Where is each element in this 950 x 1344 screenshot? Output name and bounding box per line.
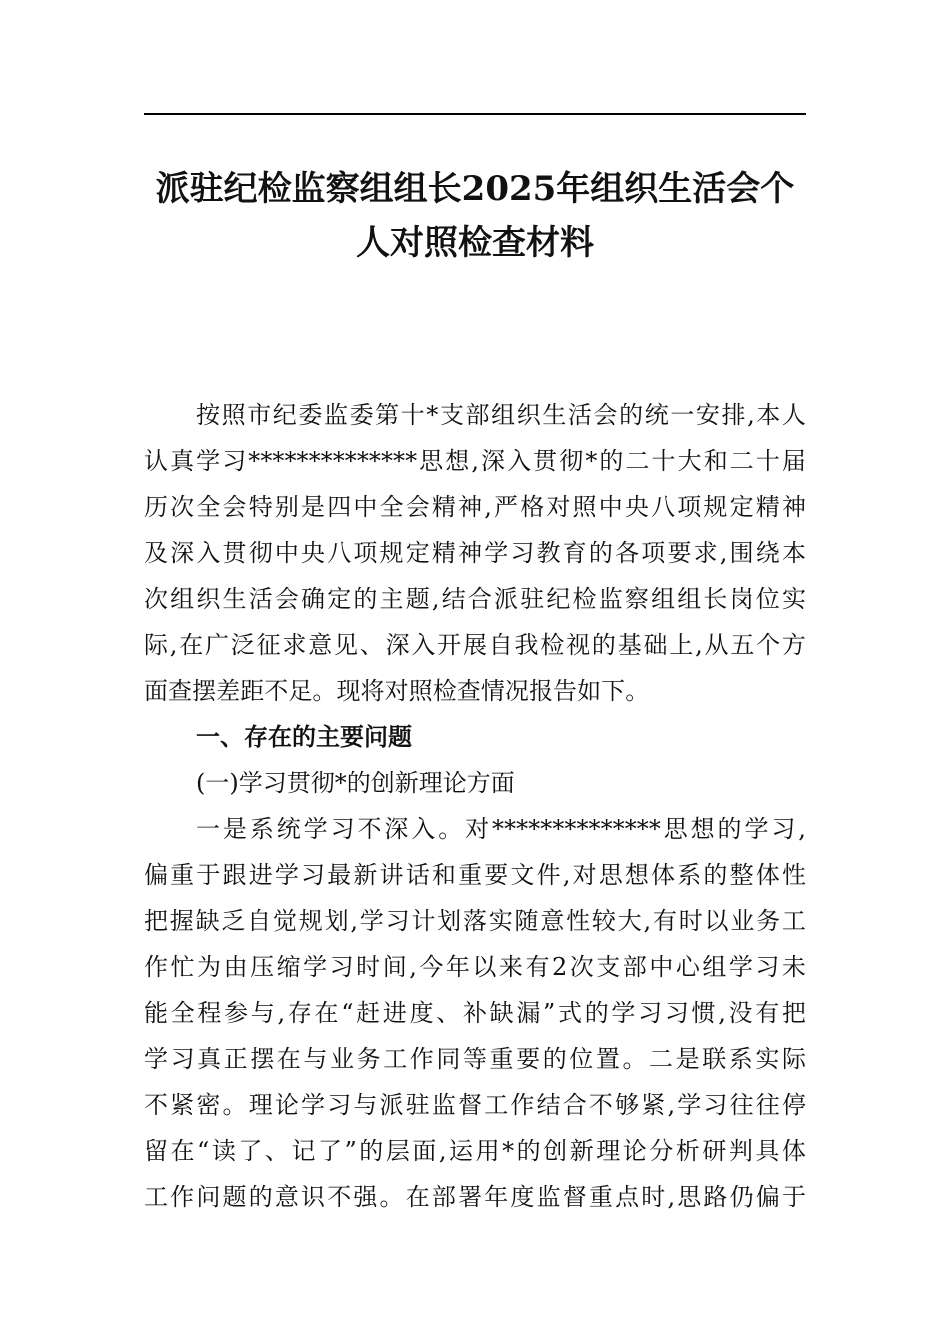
title-line-1: 派驻纪检监察组组长2025年组织生活会个 bbox=[155, 169, 795, 209]
body-line: 作忙为由压缩学习时间,今年以来有2次支部中心组学习未 bbox=[144, 953, 806, 981]
subsection-heading: (一)学习贯彻*的创新理论方面 bbox=[196, 769, 515, 797]
intro-line: 按照市纪委监委第十*支部组织生活会的统一安排,本人 bbox=[196, 401, 806, 429]
body-line: 能全程参与,存在“赶进度、补缺漏”式的学习习惯,没有把 bbox=[144, 999, 806, 1027]
intro-line: 及深入贯彻中央八项规定精神学习教育的各项要求,围绕本 bbox=[144, 539, 806, 567]
intro-line: 次组织生活会确定的主题,结合派驻纪检监察组组长岗位实 bbox=[144, 585, 806, 613]
title-line-2: 人对照检查材料 bbox=[356, 223, 594, 263]
subsection-paragraph bbox=[144, 806, 806, 1220]
intro-line: 历次全会特别是四中全会精神,严格对照中央八项规定精神 bbox=[144, 493, 806, 521]
section-heading: 一、存在的主要问题 bbox=[196, 723, 412, 751]
document-title bbox=[144, 162, 806, 270]
body-line: 留在“读了、记了”的层面,运用*的创新理论分析研判具体 bbox=[144, 1137, 806, 1165]
body-line: 一是系统学习不深入。对**************思想的学习, bbox=[196, 815, 806, 843]
body-line: 学习真正摆在与业务工作同等重要的位置。二是联系实际 bbox=[144, 1045, 806, 1073]
header-rule bbox=[144, 113, 806, 115]
body-line: 偏重于跟进学习最新讲话和重要文件,对思想体系的整体性 bbox=[144, 861, 806, 889]
body-line: 把握缺乏自觉规划,学习计划落实随意性较大,有时以业务工 bbox=[144, 907, 806, 935]
document-body bbox=[144, 392, 806, 1220]
intro-line: 面查摆差距不足。现将对照检查情况报告如下。 bbox=[144, 677, 650, 705]
intro-line: 认真学习**************思想,深入贯彻*的二十大和二十届 bbox=[144, 447, 806, 475]
body-line: 不紧密。理论学习与派驻监督工作结合不够紧,学习往往停 bbox=[144, 1091, 806, 1119]
intro-line: 际,在广泛征求意见、深入开展自我检视的基础上,从五个方 bbox=[144, 631, 806, 659]
body-line: 工作问题的意识不强。在部署年度监督重点时,思路仍偏于 bbox=[144, 1183, 806, 1211]
intro-paragraph bbox=[144, 392, 806, 714]
